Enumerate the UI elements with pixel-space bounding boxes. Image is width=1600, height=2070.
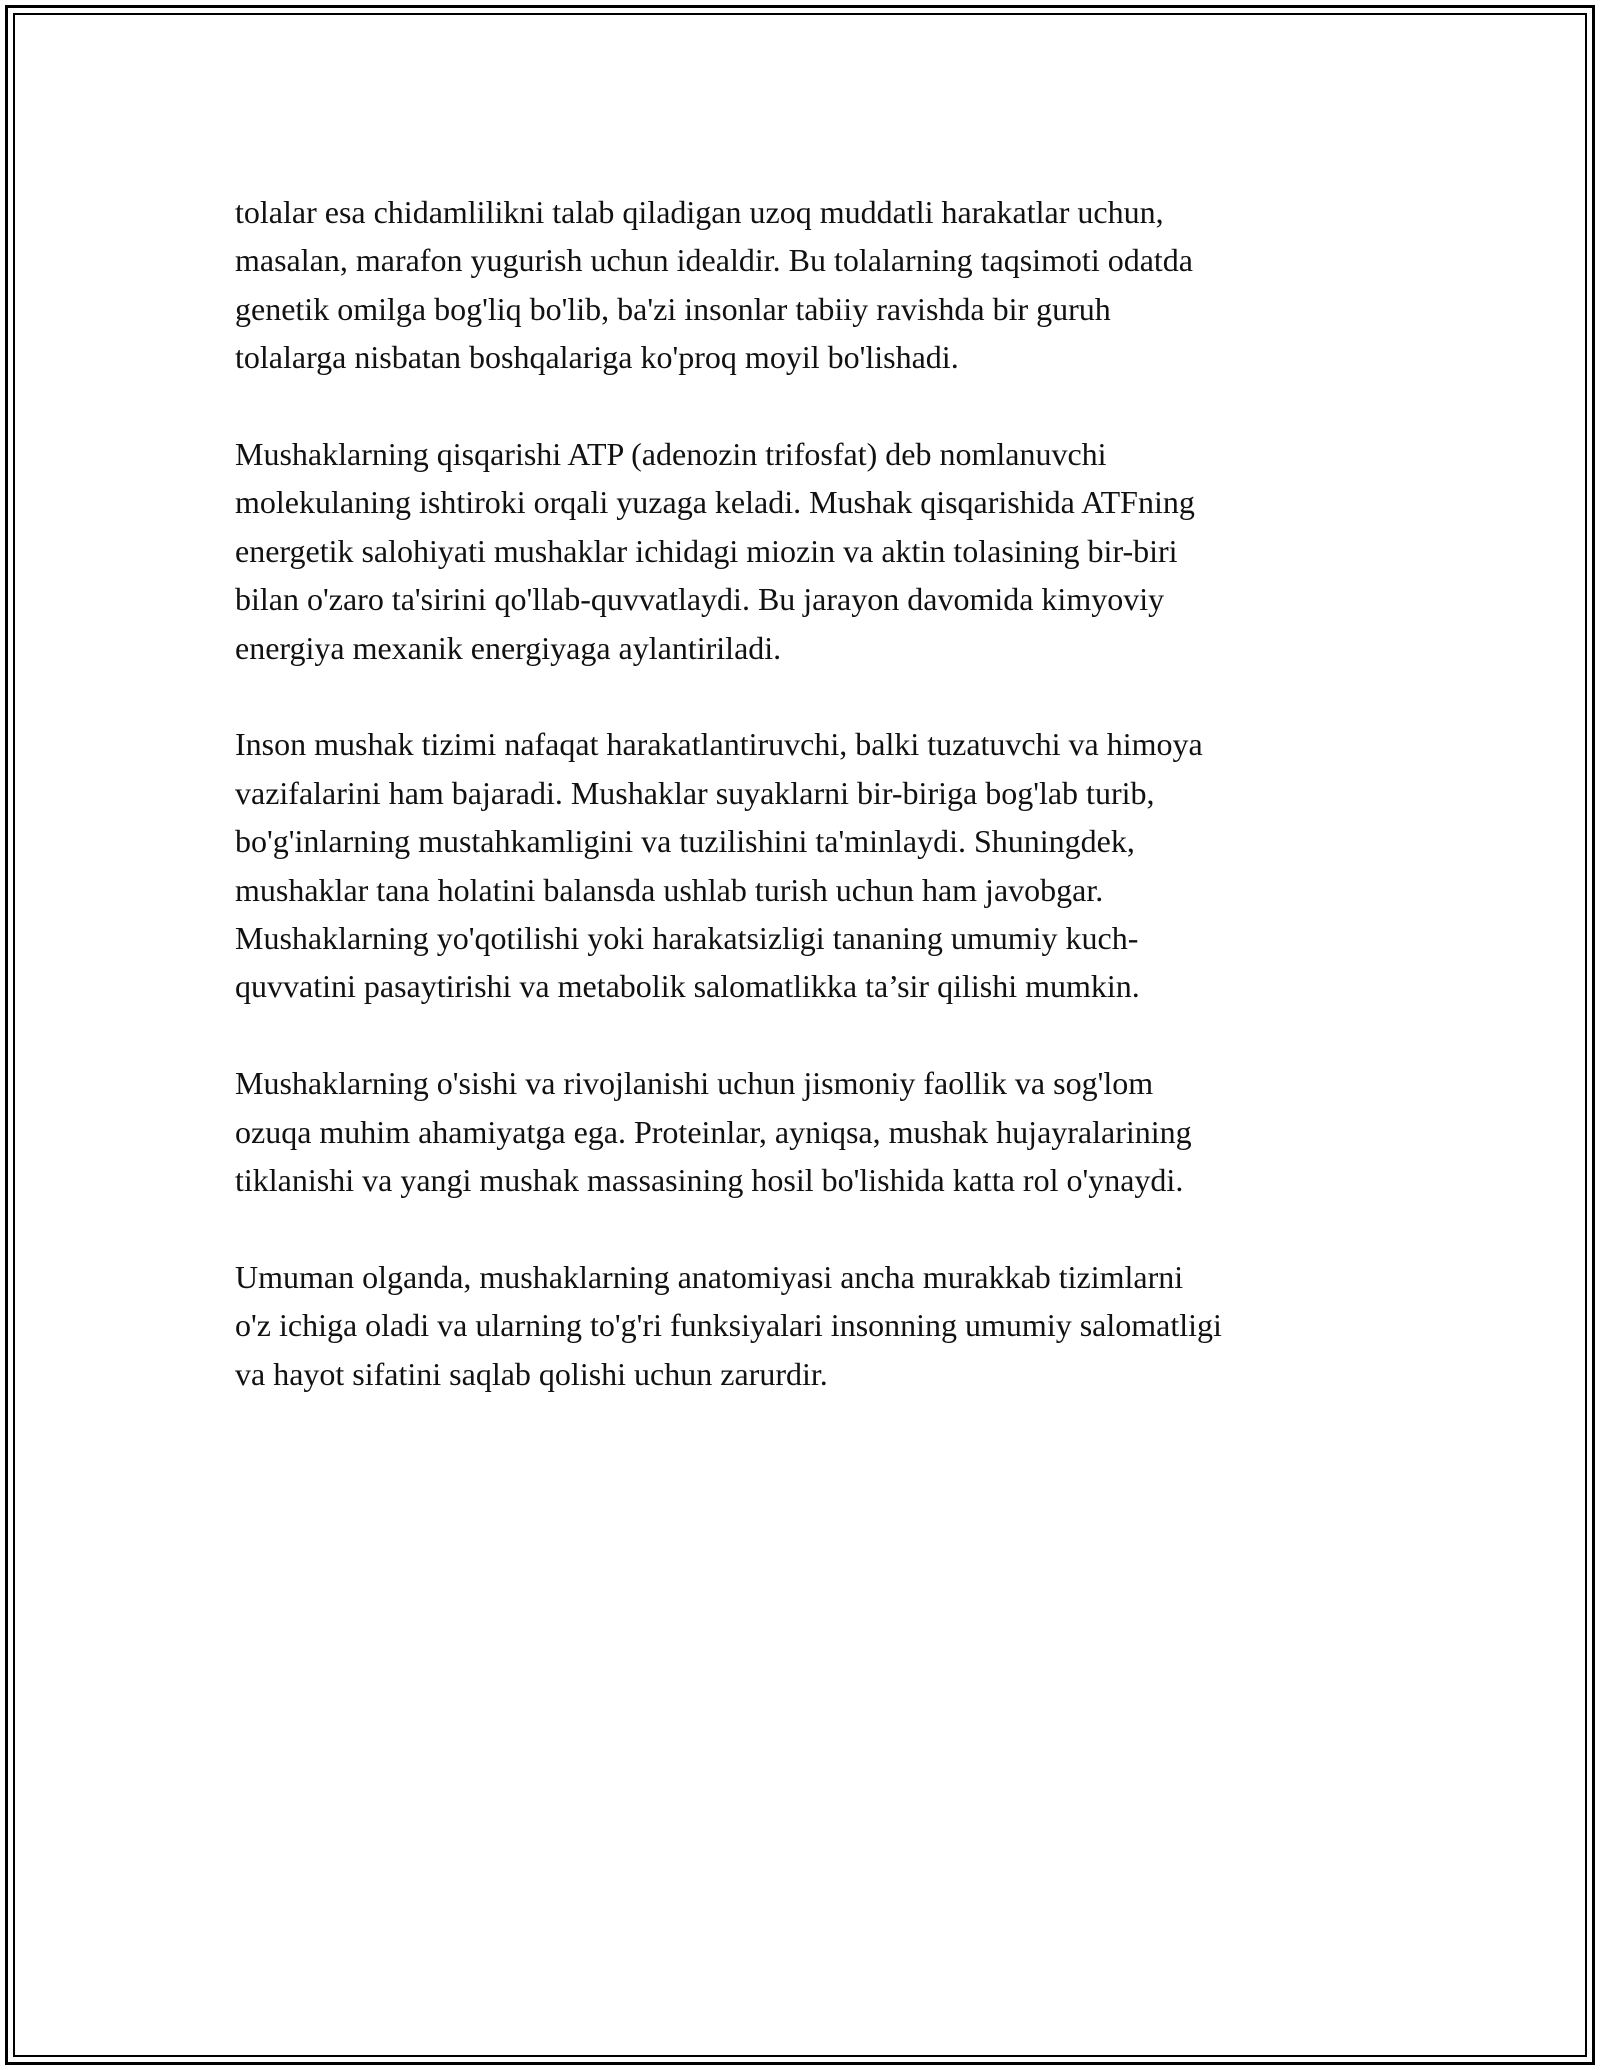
text-line: vazifalarini ham bajaradi. Mushaklar suyaklarni bir-biriga bog'lab turib,: [235, 774, 1155, 811]
paragraph-1: [235, 188, 1385, 382]
text-line: mushaklar tana holatini balansda ushlab turish uchun ham javobgar.: [235, 871, 1104, 908]
paragraph-2: [235, 430, 1385, 672]
text-line: bo'g'inlarning mustahkamligini va tuzilishini ta'minlaydi. Shuningdek,: [235, 823, 1135, 860]
text-line: bilan o'zaro ta'sirini qo'llab-quvvatlaydi. Bu jarayon davomida kimyoviy: [235, 581, 1165, 618]
text-line: Umuman olganda, mushaklarning anatomiyasi ancha murakkab tizimlarni: [235, 1258, 1184, 1295]
text-line: tolalarga nisbatan boshqalariga ko'proq moyil bo'lishadi.: [235, 339, 959, 376]
text-line: o'z ichiga oladi va ularning to'g'ri funksiyalari insonning umumiy salomatligi: [235, 1307, 1222, 1344]
text-line: energetik salohiyati mushaklar ichidagi miozin va aktin tolasining bir-biri: [235, 532, 1178, 569]
text-line: tiklanishi va yangi mushak massasining hosil bo'lishida katta rol o'ynaydi.: [235, 1162, 1184, 1199]
paragraph-3: [235, 720, 1385, 1010]
text-line: molekulaning ishtiroki orqali yuzaga keladi. Mushak qisqarishida ATFning: [235, 484, 1195, 521]
text-line: masalan, marafon yugurish uchun idealdir. Bu tolalarning taqsimoti odatda: [235, 242, 1193, 279]
text-line: energiya mexanik energiyaga aylantiriladi.: [235, 629, 782, 666]
text-line: Inson mushak tizimi nafaqat harakatlantiruvchi, balki tuzatuvchi va himoya: [235, 726, 1203, 763]
text-line: va hayot sifatini saqlab qolishi uchun zarurdir.: [235, 1355, 828, 1392]
text-line: Mushaklarning qisqarishi ATP (adenozin trifosfat) deb nomlanuvchi: [235, 436, 1107, 473]
text-line: ozuqa muhim ahamiyatga ega. Proteinlar, ayniqsa, mushak hujayralarining: [235, 1113, 1192, 1150]
paragraph-5: [235, 1253, 1385, 1398]
text-line: genetik omilga bog'liq bo'lib, ba'zi insonlar tabiiy ravishda bir guruh: [235, 290, 1111, 327]
text-line: quvvatini pasaytirishi va metabolik salomatlikka ta’sir qilishi mumkin.: [235, 968, 1140, 1005]
text-line: Mushaklarning yo'qotilishi yoki harakatsizligi tananing umumiy kuch-: [235, 920, 1139, 957]
document-body: [235, 188, 1385, 1446]
text-line: tolalar esa chidamlilikni talab qiladigan uzoq muddatli harakatlar uchun,: [235, 194, 1164, 230]
paragraph-4: [235, 1059, 1385, 1204]
text-line: Mushaklarning o'sishi va rivojlanishi uchun jismoniy faollik va sog'lom: [235, 1065, 1154, 1102]
